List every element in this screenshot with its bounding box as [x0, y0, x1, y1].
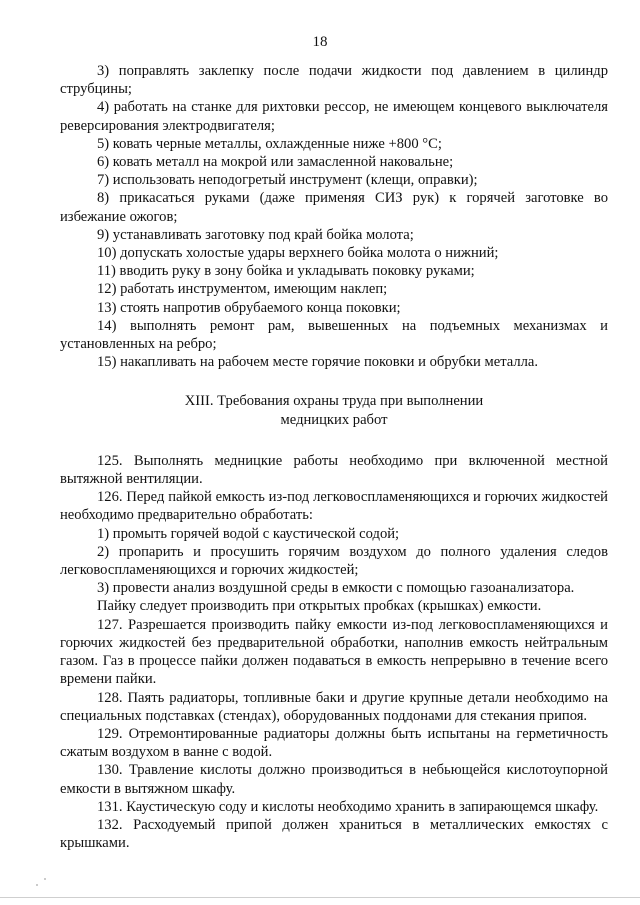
- paragraph: Пайку следует производить при открытых пробках (крышках) емкости.: [97, 598, 542, 615]
- list-item: 13) стоять напротив обрубаемого конца поковки;: [97, 299, 401, 316]
- list-item: 8) прикасаться руками (даже применяя СИЗ рук) к горячей заготовке во избежание ожогов;: [60, 190, 608, 225]
- list-item: 14) выполнять ремонт рам, вывешенных на подъемных механизмах и установленных на ребро;: [60, 317, 608, 353]
- paragraph: 126. Перед пайкой емкость из-под легковоспламеняющихся и горючих жидкостей необходимо предварительно обработать:: [60, 489, 608, 524]
- section-heading-line-1: XIII. Требования охраны труда при выполнении: [184, 393, 484, 410]
- scan-edge-line: [0, 897, 640, 898]
- scan-speck: [36, 884, 38, 886]
- page-number: 18: [312, 34, 328, 50]
- list-item: 9) устанавливать заготовку под край бойка молота;: [97, 226, 414, 243]
- list-item: 11) вводить руку в зону бойка и укладывать поковку руками;: [97, 263, 475, 280]
- section-heading-line-2: медницких работ: [280, 411, 388, 428]
- list-item: 15) накапливать на рабочем месте горячие поковки и обрубки металла.: [97, 354, 539, 371]
- list-item: 10) допускать холостые удары верхнего бойка молота о нижний;: [97, 245, 499, 262]
- paragraph: 1) промыть горячей водой с каустической содой;: [97, 525, 400, 542]
- list-item: 3) поправлять заклепку после подачи жидкости под давлением в цилиндр струбцины;: [60, 63, 608, 98]
- paragraph: 129. Отремонтированные радиаторы должны быть испытаны на герметичность сжатым воздухом в ванне с водой.: [60, 725, 608, 761]
- paragraph: 131. Каустическую соду и кислоты необходимо хранить в запирающемся шкафу.: [97, 798, 599, 815]
- list-item: 6) ковать металл на мокрой или замасленной наковальне;: [97, 154, 454, 171]
- paragraph: 2) пропарить и просушить горячим воздухом до полного удаления следов легковоспламеняющихся и горючих жидкостей;: [60, 543, 608, 579]
- paragraph: 128. Паять радиаторы, топливные баки и другие крупные детали необходимо на специальных подставках (стендах), оборудованных поддонами для стекания припоя.: [60, 689, 608, 724]
- list-item: 7) использовать неподогретый инструмент (клещи, оправки);: [97, 172, 478, 189]
- paragraph: 3) провести анализ воздушной среды в емкости с помощью газоанализатора.: [97, 580, 575, 597]
- list-item: 4) работать на станке для рихтовки рессор, не имеющем концевого выключателя реверсирования электродвигателя;: [60, 99, 608, 134]
- paragraph: 125. Выполнять медницкие работы необходимо при включенной местной вытяжной вентиляции.: [60, 452, 608, 488]
- section-heading: [60, 392, 608, 428]
- paragraph: 130. Травление кислоты должно производиться в небьющейся кислотоупорной емкости в вытяжном шкафу.: [60, 762, 608, 797]
- list-item: 12) работать инструментом, имеющим наклеп;: [97, 281, 388, 298]
- scan-speck: [44, 878, 46, 880]
- document-body: [60, 62, 608, 852]
- paragraph: 132. Расходуемый припой должен храниться в металлических емкостях с крышками.: [60, 816, 608, 852]
- paragraph: 127. Разрешается производить пайку емкости из-под легковоспламеняющихся и горючих жидкостей без предварительной обработки, наполнив емкость нейтральным газом. Газ в процессе пайки должен подаваться в емкость непрерывно в течение всего времени пайки.: [60, 616, 608, 688]
- list-item: 5) ковать черные металлы, охлажденные ниже +800 °С;: [97, 135, 442, 152]
